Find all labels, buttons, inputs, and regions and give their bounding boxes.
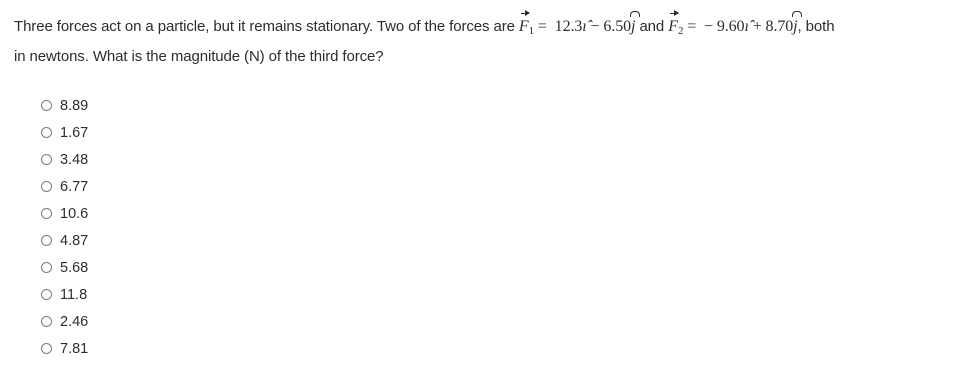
answer-option[interactable] (41, 200, 88, 227)
answer-option-label: 1.67 (60, 124, 89, 141)
radio-button[interactable] (41, 208, 52, 219)
answer-option[interactable] (41, 335, 88, 362)
radio-button[interactable] (41, 316, 52, 327)
radio-button[interactable] (41, 127, 52, 138)
force-1-expression (519, 18, 635, 35)
radio-button[interactable] (41, 181, 52, 192)
unit-vector-j-hat: j (631, 14, 635, 39)
plus-sign: + (752, 18, 762, 35)
answer-option-label: 2.46 (60, 313, 89, 330)
minus-sign: − (590, 18, 600, 35)
question-text (14, 14, 949, 69)
answer-option[interactable] (41, 146, 88, 173)
force-2-y-value: 8.70 (765, 18, 794, 35)
and-text: and (639, 18, 665, 35)
radio-button[interactable] (41, 343, 52, 354)
both-text: , both (797, 18, 835, 35)
radio-button[interactable] (41, 154, 52, 165)
answer-option-label: 8.89 (60, 97, 89, 114)
unit-vector-j-hat-2: j (793, 14, 797, 39)
answer-option-label: 4.87 (60, 232, 89, 249)
radio-button[interactable] (41, 289, 52, 300)
answer-option-label: 7.81 (60, 340, 89, 357)
equals-sign: = (537, 18, 547, 35)
answer-option-label: 11.8 (60, 286, 88, 303)
answer-option[interactable] (41, 227, 88, 254)
equals-sign-2: = (687, 18, 697, 35)
radio-button[interactable] (41, 100, 52, 111)
unit-vector-i-hat-2: ı̂ (744, 18, 749, 35)
unit-vector-i-hat: ı̂ (582, 18, 587, 35)
question-intro: Three forces act on a particle, but it remains stationary. Two of the forces are (14, 18, 519, 35)
force-2-x-value: − 9.60 (704, 18, 745, 35)
answer-options (41, 92, 88, 362)
answer-option-label: 5.68 (60, 259, 89, 276)
answer-option[interactable] (41, 254, 88, 281)
answer-option[interactable] (41, 119, 88, 146)
answer-option-label: 10.6 (60, 205, 89, 222)
force-2-expression (668, 18, 797, 35)
radio-button[interactable] (41, 262, 52, 273)
answer-option[interactable] (41, 308, 88, 335)
force-2-symbol: F (668, 14, 678, 39)
force-1-subscript: 1 (528, 25, 535, 37)
question-line-1 (14, 14, 949, 44)
answer-option-label: 6.77 (60, 178, 89, 195)
force-1-symbol: F (519, 14, 529, 39)
answer-option[interactable] (41, 92, 88, 119)
answer-option[interactable] (41, 173, 88, 200)
force-2-subscript: 2 (677, 25, 684, 37)
question-line-2: in newtons. What is the magnitude (N) of the third force? (14, 48, 384, 65)
answer-option[interactable] (41, 281, 88, 308)
force-1-x-value: 12.3 (554, 18, 583, 35)
radio-button[interactable] (41, 235, 52, 246)
answer-option-label: 3.48 (60, 151, 89, 168)
force-1-y-value: 6.50 (603, 18, 631, 35)
